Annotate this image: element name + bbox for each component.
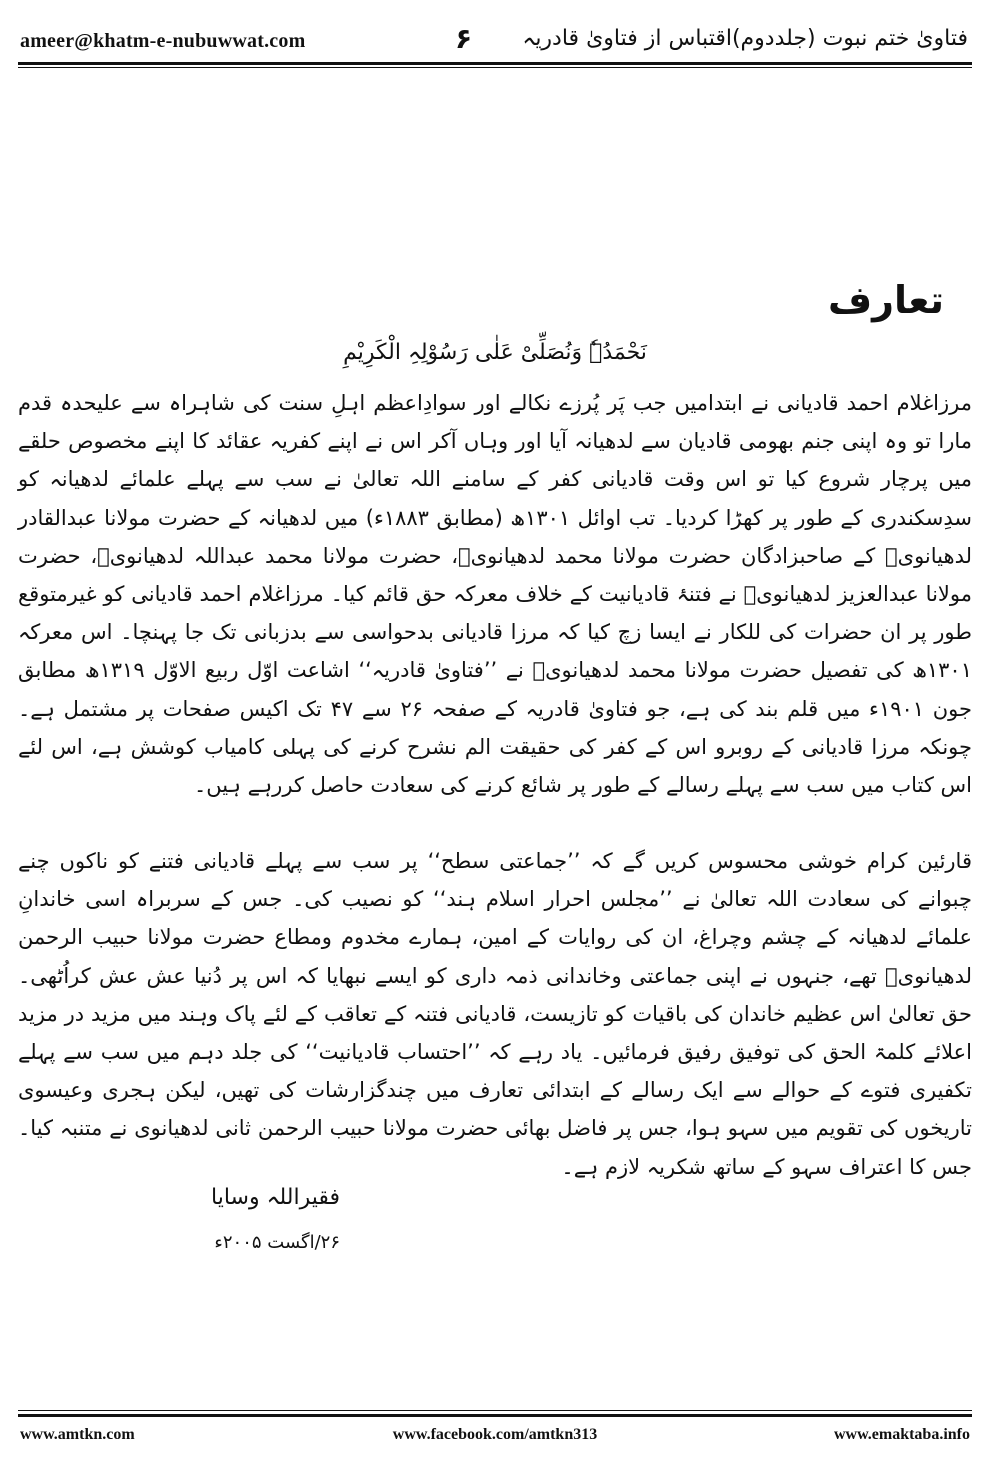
date-line: ۲۶/اگست ۲۰۰۵ء bbox=[214, 1232, 340, 1253]
footer-link-emaktaba[interactable]: www.emaktaba.info bbox=[833, 1426, 970, 1443]
footer-rule-thick bbox=[18, 1414, 972, 1417]
invocation-text: نَحْمَدُہٗ وَنُصَلِّیْ عَلٰی رَسُوْلِہِ الْکَرِیْمِ bbox=[343, 340, 647, 365]
header-rule-thick bbox=[18, 62, 972, 65]
signature: فقیراللہ وسایا bbox=[211, 1185, 340, 1210]
section-heading: تعارف bbox=[827, 278, 944, 322]
paragraph-1: مرزاغلام احمد قادیانی نے ابتدامیں جب پَر پُرزے نکالے اور سوادِاعظم اہلِ سنت کی شاہراہ سے علیحدہ قدم مارا تو وہ اپنی جنم بھومی قادیان سے لدھیانہ آیا اور وہاں آکر اس نے اپنے کفریہ عقائد کا اپنے مخصوص حلقے میں پرچار شروع کیا تو اس وقت قادیانی کفر کے سامنے اللہ تعالیٰ نے سب سے پہلے علمائے لدھیانہ کو سدِسکندری کے طور پر کھڑا کردیا۔ تب اوائل ۱۳۰۱ھ (مطابق ۱۸۸۳ء) میں لدھیانہ کے حضرت مولانا عبدالقادر لدھیانویؒ کے صاحبزادگان حضرت مولانا محمد لدھیانویؒ، حضرت مولانا محمد عبداللہ لدھیانویؒ، حضرت مولانا عبدالعزیز لدھیانویؒ نے فتنۂ قادیانیت کے خلاف معرکہ حق قائم کیا۔ مرزاغلام احمد قادیانی کو غیرمتوقع طور پر ان حضرات کی للکار نے ایسا زچ کیا کہ مرزا قادیانی بدحواسی سے بدزبانی تک جا پہنچا۔ اس معرکہ ۱۳۰۱ھ کی تفصیل حضرت مولانا محمد لدھیانویؒ نے ’’فتاویٰ قادریہ‘‘ اشاعت اوّل ربیع الاوّل ۱۳۱۹ھ مطابق جون ۱۹۰۱ء میں قلم بند کی ہے، جو فتاویٰ قادریہ کے صفحہ ۲۶ سے ۴۷ تک اکیس صفحات پر مشتمل ہے۔ چونکہ مرزا قادیانی کے روبرو اس کے کفر کی حقیقت الم نشرح کرنے کی پہلی کامیاب کوشش ہے، اس لئے اس کتاب میں سب سے پہلے رسالے کے طور پر شائع کرنے کی سعادت حاصل کررہے ہیں۔ bbox=[18, 391, 972, 798]
header-title: فتاویٰ ختم نبوت (جلددوم)اقتباس از فتاویٰ قادریہ bbox=[522, 26, 968, 51]
header-rule-thin bbox=[18, 67, 972, 68]
footer-link-facebook[interactable]: www.facebook.com/amtkn313 bbox=[392, 1426, 598, 1443]
header-email: ameer@khatm-e-nubuwwat.com bbox=[20, 30, 306, 52]
footer-rule-thin bbox=[18, 1410, 972, 1411]
page-number: ۶ bbox=[455, 22, 473, 55]
paragraph-2: قارئین کرام خوشی محسوس کریں گے کہ ’’جماعتی سطح‘‘ پر سب سے پہلے قادیانی فتنے کو ناکوں چنے چبوانے کی سعادت اللہ تعالیٰ نے ’’مجلس احرار اسلام ہند‘‘ کو نصیب کی۔ جس کے سربراہ اسی خاندانِ علمائے لدھیانہ کے چشم وچراغ، ان کی روایات کے امین، ہمارے مخدوم ومطاع حضرت مولانا حبیب الرحمن لدھیانویؒ تھے، جنہوں نے اپنی جماعتی وخاندانی ذمہ داری کو ایسے نبھایا کہ اس پر دُنیا عش عش کراُٹھی۔ حق تعالیٰ اس عظیم خاندان کی باقیات کو تازیست، قادیانی فتنہ کے تعاقب کے لئے پاک وہند میں مزید در مزید اعلائے کلمۃ الحق کی توفیق رفیق فرمائیں۔ یاد رہے کہ ’’احتساب قادیانیت‘‘ کی جلد دہم میں سب سے پہلے تکفیری فتوے کے حوالے سے ایک رسالے کے ابتدائی تعارف میں چندگزارشات کی تھیں، لیکن ہجری وعیسوی تاریخوں کی تقویم میں سہو ہوا، جس پر فاضل بھائی حضرت مولانا حبیب الرحمن ثانی لدھیانوی نے متنبہ کیا۔ جس کا اعتراف سہو کے ساتھ شکریہ لازم ہے۔ bbox=[18, 849, 972, 1179]
footer-link-amtkn[interactable]: www.amtkn.com bbox=[20, 1426, 135, 1443]
